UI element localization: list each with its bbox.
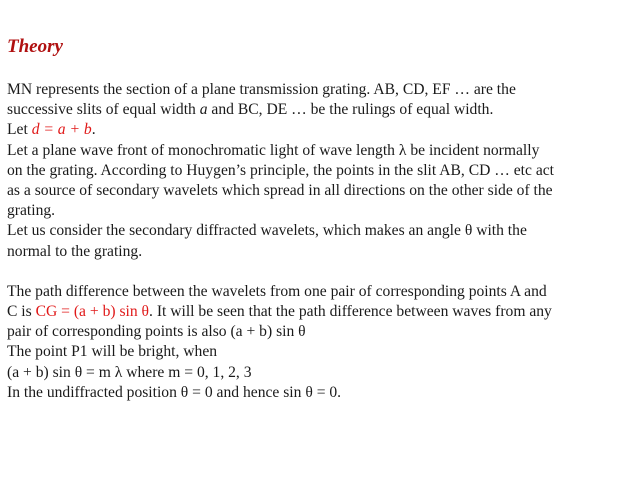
slide-body [7,80,635,403]
text-run: . It will be seen that the path difference between waves from any [149,303,552,321]
text-line: MN represents the section of a plane transmission grating. AB, CD, EF … are the [7,81,516,98]
text-line [7,120,635,140]
grating-element-formula: d = a + b [31,121,92,139]
text-line: Let a plane wave front of monochromatic light of wave length λ be incident normally [7,141,540,159]
text-line: as a source of secondary wavelets which spread in all directions on the other side of the [7,181,553,199]
text-line: Let us consider the secondary diffracted wavelets, which makes an angle θ with the [7,222,527,240]
path-difference-formula: CG = (a + b) sin θ [35,303,150,321]
text-line: In the undiffracted position θ = 0 and hence sin θ = 0. [7,383,342,401]
text-run: . [91,121,96,139]
text-line [7,100,635,120]
variable-a: a [199,101,208,119]
text-run: and BC, DE … be the rulings of equal width. [207,101,494,119]
text-line: normal to the grating. [7,242,143,260]
text-line: grating. [7,202,56,220]
text-line: The point P1 will be bright, when [7,343,218,361]
text-run: successive slits of equal width [7,101,200,119]
text-line: The path difference between the wavelets from one pair of corresponding points A and [7,282,547,300]
slide-title: Theory [7,36,63,57]
text-line: on the grating. According to Huygen’s principle, the points in the slit AB, CD … etc act [7,161,554,179]
text-line [7,302,635,322]
text-line: pair of corresponding points is also (a + b) sin θ [7,323,306,341]
text-run: C is [7,303,36,321]
text-run: Let [7,121,32,139]
text-line: (a + b) sin θ = m λ where m = 0, 1, 2, 3 [7,363,252,381]
paragraph-gap [7,262,635,282]
